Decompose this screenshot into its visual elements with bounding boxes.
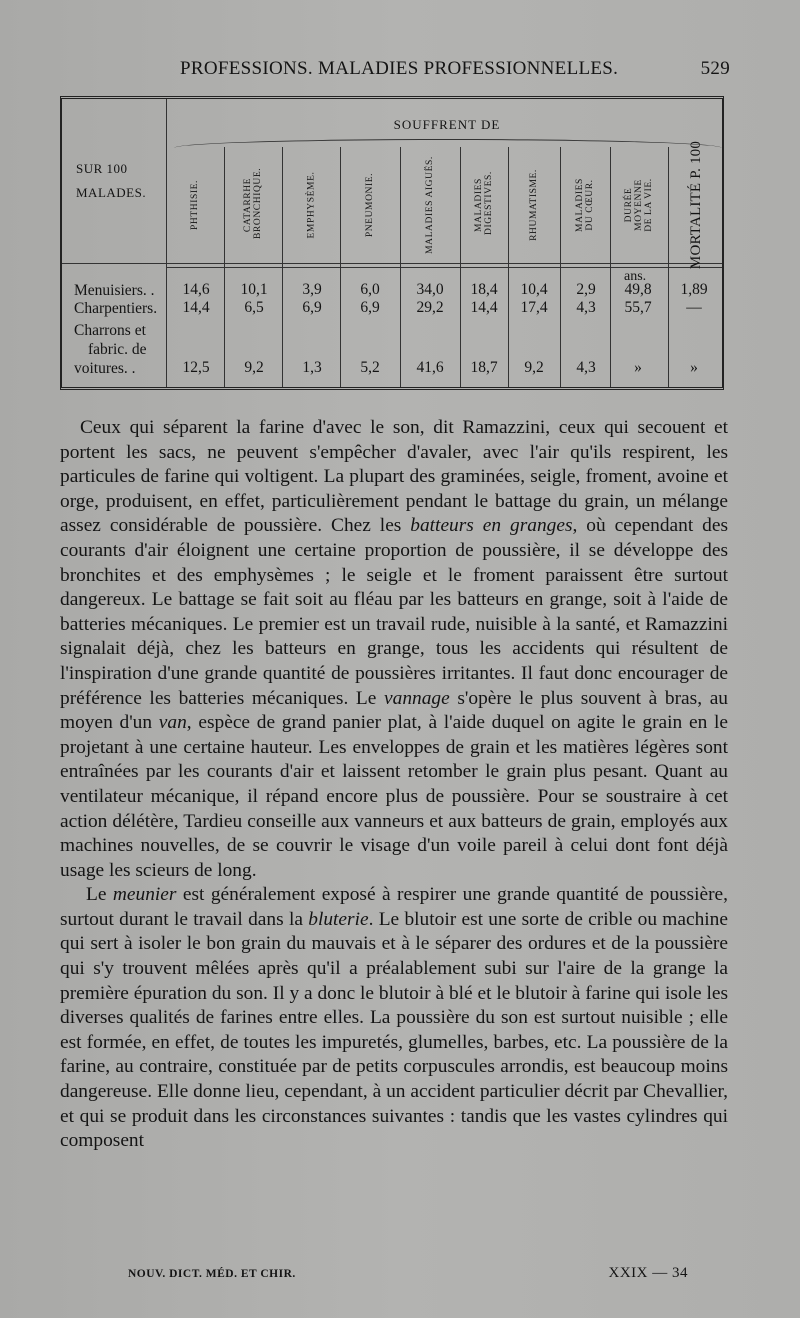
column-header: MALADIES DU CŒUR. [575, 178, 596, 232]
table-cell: 34,0 [416, 281, 444, 298]
table-cell: 2,9 [576, 281, 596, 298]
column-header: EMPHYSÈME. [306, 171, 316, 239]
table-cell: 10,1 [240, 281, 268, 298]
group-brace [174, 139, 722, 148]
table-cell: — [686, 299, 702, 316]
table-cell: 17,4 [520, 299, 548, 316]
table-cell: 14,4 [470, 299, 498, 316]
column-header: RHUMATISME. [529, 169, 540, 241]
column-header: MORTALITÉ P. 100 [688, 140, 704, 270]
table-cell: 18,4 [470, 281, 498, 298]
table-cell: 1,89 [680, 281, 708, 298]
running-title: PROFESSIONS. MALADIES PROFESSIONNELLES. [180, 58, 619, 79]
table-rule [62, 263, 722, 264]
table-cell: 49,8 [624, 281, 652, 298]
running-head [60, 58, 730, 86]
column-header: PHTHISIE. [190, 180, 200, 230]
table-cell: 14,6 [182, 281, 210, 298]
stub-head: SUR 100 MALADES. [76, 161, 147, 200]
table-cell: » [690, 359, 698, 376]
unit-note: ans. [624, 269, 647, 284]
body-text [60, 416, 728, 1154]
table-cell: 1,3 [302, 359, 322, 376]
paragraph: Le meunier est généralement exposé à respirer une grande quantité de poussière, surtout durant le travail dans la bluterie. Le blutoir est une sorte de crible ou machine qui sert à isoler le bon grain du mauvais et à le séparer des ordures et de la poussière qui s'y trouvent mêlées après qu'il a préalablement subi sur l'aire de la grange la première épuration du son. Il y a donc le blutoir à blé et le blutoir à farine qui isole les diverses qualités de farines entre elles. La poussière du son est surtout nuisible ; elle est formée, en effet, de toutes les impuretés, glumelles, barbes, etc. La poussière de la farine, au contraire, constituée par de petits corpuscules arrondis, est beaucoup moins dangereuse. Elle donne lieu, cependant, à un accident particulier décrit par Chevallier, et qui se produit dans les circonstances suivantes : tandis que les vastes cylindres qui composent [60, 884, 728, 1152]
table-cell: 10,4 [520, 281, 548, 298]
column-header: PNEUMONIE. [365, 172, 376, 238]
table-cell: 6,9 [360, 299, 380, 316]
table-cell: » [634, 359, 642, 376]
group-head: SOUFFRENT DE [393, 117, 501, 132]
table-cell: 4,3 [576, 359, 596, 376]
row-label: Charpentiers. [74, 300, 158, 317]
table-cell: 55,7 [624, 299, 652, 316]
table-cell: 4,3 [576, 299, 596, 316]
row-label: Charrons et fabric. de voitures. . [74, 322, 147, 377]
footer-volume: XXIX — 34 [608, 1265, 688, 1281]
table-cell: 18,7 [470, 359, 498, 376]
page-number: 529 [700, 58, 730, 79]
column-header: MALADIES DIGESTIVES. [474, 171, 494, 235]
table-cell: 5,2 [360, 359, 380, 376]
table-cell: 41,6 [416, 359, 444, 376]
row-label: Menuisiers. . [74, 282, 155, 299]
table-cell: 29,2 [416, 299, 444, 316]
paragraph: Ceux qui séparent la farine d'avec le son, dit Ramazzini, ceux qui secouent et portent les sacs, ne peuvent s'empêcher d'avaler, avec l'air qu'ils respirent, les particules de farine qui voltigent. La plupart des graminées, seigle, froment, avoine et orge, produisent, en effet, particulièrement pendant le battage du grain, un mélange assez considérable de poussière. Chez les batteurs en granges, où cependant des courants d'air éloignent une certaine proportion de poussière, il se développe des bronchites et des emphysèmes ; le seigle et le froment paraissent être surtout dangereux. Le battage se fait soit au fléau par les batteurs en grange, soit à l'aide de batteries mécaniques. Le premier est un travail rude, nuisible à la santé, et Ramazzini signalait déjà, chez les batteurs en grange, tous les accidents qui résultent de l'inspiration d'une grande quantité de poussières irritantes. Il faut donc encourager de préférence les batteries mécaniques. Le vannage s'opère le plus souvent à bras, au moyen d'un van, espèce de grand panier plat, à l'aide duquel on agite le grain en le projetant à une certaine hauteur. Les enveloppes de grain et les matières légères sont entraînées par les courants d'air et laissent retomber le grain plus pesant. Quant au ventilateur mécanique, il répand encore plus de poussière. Pour se soustraire à cet action délétère, Tardieu conseille aux vanneurs et aux batteurs de grain, employés aux machines nouvelles, de se couvrir le visage d'un voile pareil à celui dont font déjà usage les scieurs de long. [60, 417, 728, 881]
table-cell: 12,5 [182, 359, 210, 376]
table-cell: 6,9 [302, 299, 322, 316]
page-footer [128, 1265, 688, 1288]
footer-signature: NOUV. DICT. MÉD. ET CHIR. [128, 1268, 296, 1280]
table-cell: 6,0 [360, 281, 380, 298]
column-header: DURÉE MOYENNE DE LA VIE. [624, 178, 654, 232]
column-header: MALADIES AIGUËS. [425, 156, 435, 254]
table-cell: 6,5 [244, 299, 264, 316]
table-rule [166, 267, 722, 268]
table-cell: 14,4 [182, 299, 210, 316]
table-cell: 9,2 [244, 359, 264, 376]
column-header: CATARRHE BRONCHIQUE. [243, 167, 263, 239]
table-cell: 3,9 [302, 281, 322, 298]
statistics-table [60, 96, 724, 390]
table-cell: 9,2 [524, 359, 544, 376]
